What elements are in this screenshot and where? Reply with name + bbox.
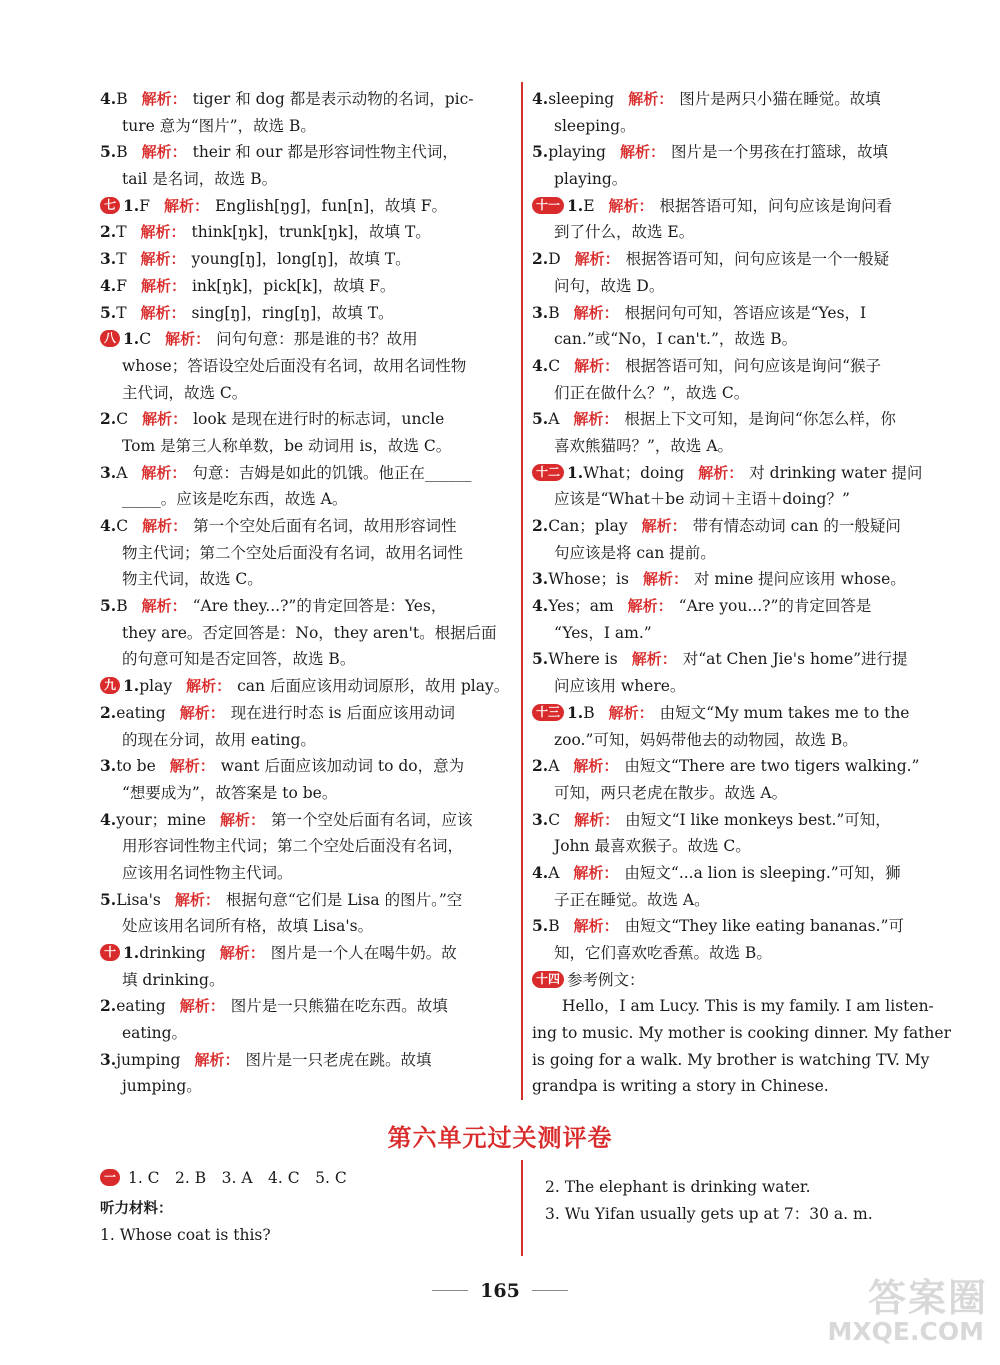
analysis-label: 解析： <box>573 410 619 429</box>
analysis-text: 第一个空处后面有名词，故用形容词性 <box>193 517 457 535</box>
answer-text: T <box>116 303 127 322</box>
answer-item <box>532 593 944 620</box>
analysis-label: 解析： <box>573 917 619 936</box>
answer-text: A <box>548 757 560 776</box>
analysis-label: 解析： <box>608 703 654 722</box>
answer-text: Where is <box>548 650 618 669</box>
answer-item <box>532 460 944 487</box>
analysis-label: 解析： <box>142 517 188 535</box>
answer-item <box>532 246 944 273</box>
analysis-text: 由短文“My mum takes me to the <box>659 703 910 722</box>
answer-item <box>100 513 510 540</box>
section-badge: 七 <box>100 197 120 214</box>
answer-item <box>100 993 510 1020</box>
analysis-text: 带有情态动词 can 的一般疑问 <box>692 517 901 535</box>
continuation-line: sleeping。 <box>554 116 636 135</box>
answer-item <box>100 807 510 834</box>
answer-text: B <box>116 143 128 162</box>
section-badge: 十三 <box>532 704 564 721</box>
answer-text: What；doing <box>583 463 685 482</box>
analysis-label: 解析： <box>141 597 187 616</box>
page-rule-left <box>432 1290 468 1291</box>
analysis-label: 解析： <box>163 196 209 215</box>
continuation-line: 喜欢熊猫吗？”，故选 A。 <box>554 436 734 455</box>
answer-item <box>100 219 510 246</box>
item-number: 4. <box>532 89 549 108</box>
answer-text: play <box>139 677 173 696</box>
analysis-text: 对“at Chen Jie's home”进行提 <box>682 650 908 669</box>
answer-item <box>100 273 510 300</box>
section-badge: 十一 <box>532 197 564 214</box>
listening-item: 1. Whose coat is this? <box>100 1226 271 1245</box>
item-number: 2. <box>532 756 549 776</box>
answer-item <box>532 753 944 780</box>
section-one-left <box>100 1165 510 1249</box>
answer-item <box>100 326 510 353</box>
analysis-label: 解析： <box>194 1050 240 1069</box>
section-badge: 十四 <box>532 971 564 988</box>
answer-text: B <box>116 597 128 616</box>
analysis-label: 解析： <box>642 570 688 589</box>
answer-item <box>532 566 944 593</box>
answer-text: B <box>548 917 560 936</box>
continuation-line: 问句，故选 D。 <box>554 276 665 295</box>
essay-line: is going for a walk. My brother is watching TV. My <box>532 1050 930 1069</box>
analysis-text: 图片是两只小猫在睡觉。故填 <box>679 90 881 108</box>
analysis-text: 图片是一只熊猫在吃东西。故填 <box>230 997 448 1016</box>
answer-text: T <box>116 223 127 242</box>
continuation-line: eating。 <box>122 1024 188 1043</box>
analysis-text: ink[ŋk]，pick[k]，故填 F。 <box>191 276 396 295</box>
analysis-text: 图片是一个人在喝牛奶。故 <box>270 944 457 962</box>
answer-item <box>532 86 944 113</box>
answer-item <box>100 246 510 273</box>
answer-item <box>100 940 510 967</box>
analysis-text: tiger 和 dog 都是表示动物的名词，pic- <box>192 90 474 108</box>
answer-text: 参考例文： <box>567 970 645 989</box>
analysis-label: 解析： <box>165 330 211 349</box>
analysis-label: 解析： <box>186 677 232 696</box>
continuation-line: 到了什么，故选 E。 <box>554 223 695 242</box>
answer-text: A <box>548 410 560 429</box>
analysis-label: 解析： <box>627 597 673 616</box>
analysis-label: 解析： <box>140 223 186 242</box>
item-number: 3. <box>100 462 117 482</box>
analysis-text: their 和 our 都是形容词性物主代词， <box>192 143 458 162</box>
listening-item: 2. The elephant is drinking water. <box>545 1178 811 1196</box>
section-one-right <box>545 1174 945 1227</box>
item-number: 2. <box>100 222 117 242</box>
continuation-line: 物主代词；第二个空处后面没有名词，故用名词性 <box>122 543 464 562</box>
answer-text: jumping <box>116 1050 181 1069</box>
answer-item <box>100 139 510 166</box>
item-number: 2. <box>100 702 117 722</box>
page-rule-right <box>532 1290 568 1291</box>
analysis-text: 由短文“There are two tigers walking.” <box>624 757 920 776</box>
item-number: 4. <box>532 355 549 375</box>
continuation-line: Tom 是第三人称单数，be 动词用 is，故选 C。 <box>122 436 452 455</box>
continuation-line: 的句意可知是否定回答，故选 B。 <box>122 650 356 669</box>
analysis-text: sing[ŋ]，ring[ŋ]，故填 T。 <box>191 303 394 322</box>
answer-text: C <box>548 356 561 375</box>
item-number: 5. <box>100 142 117 162</box>
listening-item: 3. Wu Yifan usually gets up at 7：30 a. m. <box>545 1204 873 1223</box>
section-one-answers: 1. C 2. B 3. A 4. C 5. C <box>127 1169 347 1187</box>
analysis-label: 解析： <box>174 890 220 909</box>
answer-text: T <box>116 250 127 269</box>
essay-line: Hello，I am Lucy. This is my family. I am listen- <box>562 997 934 1016</box>
analysis-label: 解析： <box>573 757 619 776</box>
answer-text: F <box>116 276 127 295</box>
analysis-text: 根据答语可知，问句应该是询问“猴子 <box>625 356 882 375</box>
item-number: 4. <box>100 516 117 535</box>
continuation-line: 句应该是将 can 提前。 <box>554 543 716 562</box>
item-number: 5. <box>100 889 117 909</box>
analysis-text: 图片是一只老虎在跳。故填 <box>245 1050 432 1069</box>
analysis-label: 解析： <box>141 143 187 162</box>
answer-item <box>532 406 944 433</box>
answer-item <box>100 673 510 700</box>
watermark-logo <box>827 1267 988 1357</box>
analysis-text: 根据答语可知，问句应该是一个一般疑 <box>625 250 890 269</box>
continuation-line: 可知，两只老虎在散步。故选 A。 <box>554 783 788 802</box>
item-number: 2. <box>100 996 117 1016</box>
continuation-line: ture 意为“图片”，故选 B。 <box>122 116 316 135</box>
continuation-line: _____。应该是吃东西，故选 A。 <box>122 490 348 509</box>
analysis-label: 解析： <box>574 250 620 269</box>
analysis-text: 句意：吉姆是如此的饥饿。他正在______ <box>192 463 472 482</box>
analysis-label: 解析： <box>698 463 744 482</box>
answer-item <box>532 700 944 727</box>
answer-text: Whose；is <box>548 570 629 589</box>
answer-text: your；mine <box>116 810 206 829</box>
item-number: 1. <box>123 195 140 215</box>
analysis-text: want 后面应该加动词 to do，意为 <box>220 757 465 776</box>
item-number: 1. <box>567 462 584 482</box>
listening-label: 听力材料： <box>100 1200 173 1217</box>
continuation-line: 填 drinking。 <box>122 970 225 989</box>
item-number: 1. <box>567 702 584 722</box>
section-badge: 十二 <box>532 464 564 481</box>
page-number: 165 <box>480 1280 520 1302</box>
analysis-label: 解析： <box>219 810 265 829</box>
item-number: 4. <box>100 89 117 108</box>
continuation-line: zoo.”可知，妈妈带他去的动物园，故选 B。 <box>554 730 858 749</box>
analysis-text: think[ŋk]，trunk[ŋk]，故填 T。 <box>191 223 431 242</box>
continuation-line: can.”或“No，I can't.”，故选 B。 <box>554 330 798 349</box>
continuation-line: 知，它们喜欢吃香蕉。故选 B。 <box>554 944 772 962</box>
continuation-line: 们正在做什么？”，故选 C。 <box>554 383 750 402</box>
item-number: 5. <box>532 916 549 936</box>
section-badge: 九 <box>100 677 120 694</box>
unit-title: 第六单元过关测评卷 <box>387 1124 613 1152</box>
answer-item <box>100 700 510 727</box>
analysis-text: 根据答语可知，问句应该是询问看 <box>659 196 893 215</box>
item-number: 2. <box>532 516 549 535</box>
continuation-line: 应该是“What＋be 动词＋主语＋doing？” <box>554 490 850 509</box>
analysis-label: 解析： <box>140 303 186 322</box>
answer-text: to be <box>116 757 156 776</box>
item-number: 1. <box>123 329 140 349</box>
item-number: 4. <box>100 809 117 829</box>
analysis-text: “Are you...?”的肯定回答是 <box>678 597 872 616</box>
watermark-line1: 答案圈 <box>867 1276 988 1320</box>
right-column <box>532 86 951 1100</box>
answer-text: playing <box>548 143 606 162</box>
answer-item <box>532 300 944 327</box>
answer-text: Lisa's <box>116 890 161 909</box>
analysis-text: 现在进行时态 is 后面应该用动词 <box>230 703 455 722</box>
answer-text: C <box>116 517 129 535</box>
essay-line: grandpa is writing a story in Chinese. <box>532 1077 829 1096</box>
continuation-line: 子正在睡觉。故选 A。 <box>554 890 710 909</box>
section-badge: 十 <box>100 944 120 961</box>
analysis-text: look 是现在进行时的标志词，uncle <box>193 410 445 429</box>
analysis-label: 解析： <box>179 997 225 1016</box>
item-number: 1. <box>123 943 140 962</box>
answer-item <box>100 1047 510 1074</box>
item-number: 5. <box>532 649 549 669</box>
answer-text: drinking <box>139 944 206 962</box>
item-number: 5. <box>532 142 549 162</box>
analysis-label: 解析： <box>219 944 265 962</box>
answer-text: A <box>116 463 128 482</box>
analysis-text: 根据问句可知，答语应该是“Yes，I <box>624 303 867 322</box>
item-number: 3. <box>532 302 549 322</box>
analysis-label: 解析： <box>608 196 654 215</box>
item-number: 1. <box>123 676 140 696</box>
answer-item <box>100 86 510 113</box>
item-number: 2. <box>532 249 549 269</box>
analysis-label: 解析： <box>574 810 620 829</box>
continuation-line: “Yes，I am.” <box>554 623 652 642</box>
answer-item <box>532 913 944 940</box>
analysis-text: 对 mine 提问应该用 whose。 <box>694 570 906 589</box>
essay-line: ing to music. My mother is cooking dinner. My father <box>532 1024 951 1043</box>
answer-item <box>532 860 944 887</box>
analysis-text: “Are they...?”的肯定回答是：Yes， <box>192 597 447 616</box>
analysis-label: 解析： <box>140 276 186 295</box>
item-number: 3. <box>100 249 117 269</box>
item-number: 3. <box>100 1049 117 1069</box>
continuation-line: whose；答语设空处后面没有名词，故用名词性物 <box>122 356 467 375</box>
item-number: 3. <box>100 756 117 776</box>
answer-text: eating <box>116 703 166 722</box>
item-number: 5. <box>532 409 549 429</box>
answer-text: B <box>583 703 595 722</box>
analysis-label: 解析： <box>573 303 619 322</box>
answer-item <box>100 460 510 487</box>
column-divider <box>521 82 523 1100</box>
watermark-line2: MXQE.COM <box>827 1317 984 1346</box>
analysis-text: can 后面应该用动词原形，故用 play。 <box>237 677 510 696</box>
analysis-text: 对 drinking water 提问 <box>749 463 923 482</box>
item-number: 1. <box>567 195 584 215</box>
answer-item <box>100 887 510 914</box>
item-number: 4. <box>532 596 549 616</box>
section-badge: 一 <box>100 1169 120 1186</box>
analysis-text: young[ŋ]，long[ŋ]，故填 T。 <box>191 250 411 269</box>
analysis-label: 解析： <box>140 250 186 269</box>
analysis-label: 解析： <box>631 650 677 669</box>
continuation-line: they are。否定回答是：No，they aren't。根据后面 <box>122 623 497 642</box>
item-number: 4. <box>100 275 117 295</box>
item-number: 5. <box>100 302 117 322</box>
answer-text: E <box>583 196 595 215</box>
analysis-label: 解析： <box>573 863 619 882</box>
item-number: 3. <box>532 809 549 829</box>
continuation-line: 的现在分词，故用 eating。 <box>122 730 316 749</box>
answer-text: C <box>139 330 152 349</box>
answer-text: A <box>548 863 560 882</box>
section-badge: 八 <box>100 330 120 347</box>
answer-item <box>532 967 944 994</box>
answer-text: B <box>116 90 128 108</box>
analysis-text: 根据上下文可知，是询问“你怎么样，你 <box>624 410 896 429</box>
continuation-line: 主代词，故选 C。 <box>122 383 248 402</box>
continuation-line: John 最喜欢猴子。故选 C。 <box>554 837 751 856</box>
continuation-line: tail 是名词，故选 B。 <box>122 170 278 189</box>
answer-text: F <box>139 196 150 215</box>
continuation-line: 用形容词性物主代词；第二个空处后面没有名词， <box>122 837 464 856</box>
analysis-text: 由短文“...a lion is sleeping.”可知，狮 <box>624 863 901 882</box>
left-column <box>100 86 510 1100</box>
analysis-label: 解析： <box>179 703 225 722</box>
answer-text: C <box>548 810 561 829</box>
answer-item <box>532 807 944 834</box>
answer-text: Yes；am <box>548 597 614 616</box>
continuation-line: jumping。 <box>122 1077 202 1096</box>
analysis-label: 解析： <box>574 356 620 375</box>
answer-text: D <box>548 250 561 269</box>
item-number: 3. <box>532 569 549 589</box>
analysis-text: 由短文“They like eating bananas.”可 <box>624 917 904 936</box>
answer-item <box>532 139 944 166</box>
bottom-divider <box>521 1160 523 1256</box>
analysis-text: 根据句意“它们是 Lisa 的图片。”空 <box>225 890 463 909</box>
answer-item <box>100 593 510 620</box>
answer-item <box>100 753 510 780</box>
answer-item <box>532 353 944 380</box>
answer-text: Can；play <box>548 517 628 535</box>
answer-item <box>100 300 510 327</box>
analysis-label: 解析： <box>619 143 665 162</box>
answer-text: sleeping <box>548 90 615 108</box>
continuation-line: “想要成为”，故答案是 to be。 <box>122 783 338 802</box>
analysis-text: 问句句意：那是谁的书？故用 <box>216 330 418 349</box>
answer-item <box>532 646 944 673</box>
continuation-line: 问应该用 where。 <box>554 677 686 696</box>
item-number: 4. <box>532 862 549 882</box>
answer-item <box>532 513 944 540</box>
answer-text: eating <box>116 997 166 1016</box>
analysis-text: English[ŋg]，fun[n]，故填 F。 <box>214 196 448 215</box>
analysis-label: 解析： <box>641 517 687 535</box>
answer-item <box>100 406 510 433</box>
continuation-line: playing。 <box>554 170 628 189</box>
analysis-label: 解析： <box>169 757 215 776</box>
analysis-text: 由短文“I like monkeys best.”可知， <box>625 810 891 829</box>
item-number: 5. <box>100 596 117 616</box>
answer-item <box>100 193 510 220</box>
answer-text: C <box>116 410 129 429</box>
answer-item <box>532 193 944 220</box>
item-number: 2. <box>100 409 117 429</box>
analysis-label: 解析： <box>141 90 187 108</box>
analysis-text: 第一个空处后面有名词，应该 <box>271 810 473 829</box>
continuation-line: 物主代词，故选 C。 <box>122 570 263 589</box>
analysis-label: 解析： <box>628 90 674 108</box>
analysis-label: 解析： <box>141 463 187 482</box>
continuation-line: 应该用名词性物主代词。 <box>122 863 293 882</box>
analysis-text: 图片是一个男孩在打篮球，故填 <box>670 143 888 162</box>
answer-text: B <box>548 303 560 322</box>
analysis-label: 解析： <box>142 410 188 429</box>
continuation-line: 处应该用名词所有格，故填 Lisa's。 <box>122 917 374 936</box>
